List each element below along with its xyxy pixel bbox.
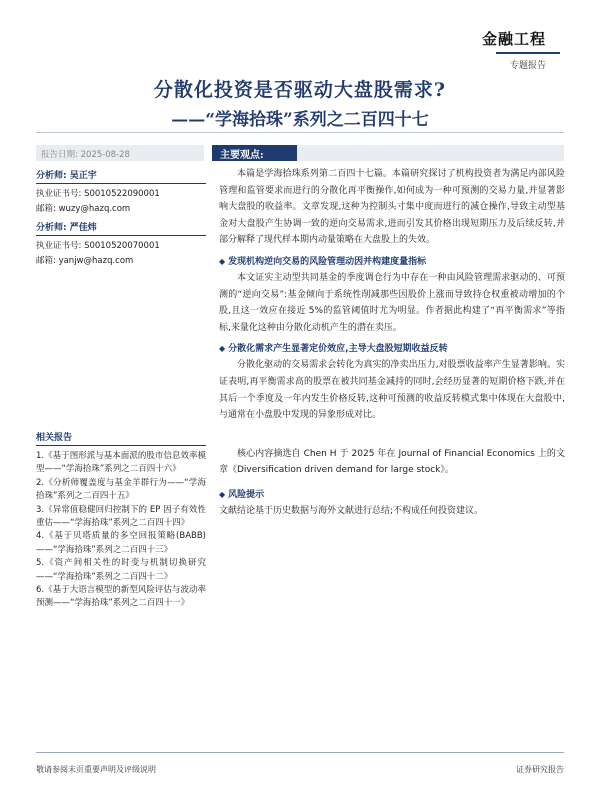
diamond-bullet-icon: ◆ xyxy=(219,256,226,266)
header-divider xyxy=(496,52,560,54)
related-report-link[interactable]: 3.《异常值稳健回归控制下的 EP 因子有效性重估——“学海拾珠”系列之二百四十四》 xyxy=(36,504,206,529)
analyst-name: 分析师: 严佳炜 xyxy=(36,220,206,236)
risk-heading-text: 风险提示 xyxy=(228,489,265,500)
analyst-cert: 执业证书号: S0010520070001 xyxy=(36,241,160,251)
report-date: 报告日期: 2025-08-28 xyxy=(36,145,204,161)
section-paragraph: 本文证实主动型共同基金的季度调仓行为中存在一种由风险管理需求驱动的、可预测的“逆向交易”:基金倾向于系统性削减那些因股价上涨而导致持仓权重被动增加的个股,且这一效应在接近 5%的监管阈值时尤为明显。作者据此构建了“再平衡需求”等指标,来量化这种由分散化动机产生的潜在卖压。 xyxy=(219,272,565,333)
intro-paragraph: 本篇是学海拾珠系列第二百四十七篇。本篇研究探讨了机构投资者为满足内部风险管理和监管要求而进行的分散化再平衡操作,如何成为一种可预测的交易力量,并显著影响大盘股的收益率。文章发现,这种为控制头寸集中度而进行的减仓操作,导致主动型基金对大盘股产生协调一致的逆向交易需求,进而引发其价格出现短期压力及后续反转,并部分解释了现代样本期内动量策略在大盘股上的失效。 xyxy=(219,169,565,246)
report-type-label: 专题报告 xyxy=(509,61,546,71)
risk-heading xyxy=(219,487,565,503)
report-title: 分散化投资是否驱动大盘股需求? xyxy=(153,79,447,101)
section-heading xyxy=(219,254,565,270)
diamond-bullet-icon: ◆ xyxy=(219,489,226,499)
source-note: 核心内容摘选自 Chen H 于 2025 年在 Journal of Financial Economics 上的文章《Diversification driven demand for large stock》。 xyxy=(219,448,565,476)
risk-paragraph: 文献结论基于历史数据与海外文献进行总结;不构成任何投资建议。 xyxy=(219,505,484,516)
analyst-cert: 执业证书号: S0010522090001 xyxy=(36,189,160,199)
related-report-link[interactable]: 6.《基于大语言模型的新型风险评估与波动率预测——“学海拾珠”系列之二百四十一》 xyxy=(36,585,206,609)
footer-label: 证券研究报告 xyxy=(516,765,564,774)
viewpoint-label: 主要观点: xyxy=(212,145,297,161)
section-heading-text: 发现机构逆向交易的风险管理动因并构建度量指标 xyxy=(228,256,427,267)
main-content xyxy=(219,166,565,520)
report-subtitle: ——“学海拾珠”系列之二百四十七 xyxy=(171,110,429,130)
related-reports xyxy=(36,430,206,611)
section-heading-text: 分散化需求产生显著定价效应,主导大盘股短期收益反转 xyxy=(228,344,448,355)
related-report-link[interactable]: 4.《基于贝塔质量的多空回报策略(BABB)——“学海拾珠”系列之二百四十三》 xyxy=(36,531,206,555)
footer-disclaimer: 敬请参阅末页重要声明及评级说明 xyxy=(36,765,156,774)
related-report-link[interactable]: 5.《资产间相关性的时变与机制切换研究——“学海拾珠”系列之二百四十二》 xyxy=(36,558,206,582)
header-brand: 金融工程 xyxy=(481,30,546,48)
footer-divider xyxy=(36,752,564,753)
section-paragraph: 分散化驱动的交易需求会转化为真实的净卖出压力,对股票收益率产生显著影响。实证表明,再平衡需求高的股票在被共同基金减持的同时,会经历显著的短期价格下跌,并在其后一个季度及一年内发生价格反转,这种可预测的收益反转模式集中体现在大盘股中,与通常在小盘股中发现的异象形成对比。 xyxy=(219,360,565,421)
analyst-block xyxy=(36,220,206,269)
section-heading xyxy=(219,341,565,357)
analyst-email[interactable]: 邮箱: yanjw@hazq.com xyxy=(36,256,134,266)
diamond-bullet-icon: ◆ xyxy=(219,344,226,354)
title-divider xyxy=(36,132,564,133)
analyst-block xyxy=(36,168,206,217)
analyst-email[interactable]: 邮箱: wuzy@hazq.com xyxy=(36,204,131,214)
related-report-link[interactable]: 2.《分析师覆盖度与基金羊群行为——“学海拾珠”系列之二百四十五》 xyxy=(36,477,206,502)
analyst-name: 分析师: 吴正宇 xyxy=(36,168,206,184)
related-reports-title: 相关报告 xyxy=(36,430,206,446)
related-report-link[interactable]: 1.《基于图形派与基本面派的股市信息效率模型——“学海拾珠”系列之二百四十六》 xyxy=(36,451,206,475)
